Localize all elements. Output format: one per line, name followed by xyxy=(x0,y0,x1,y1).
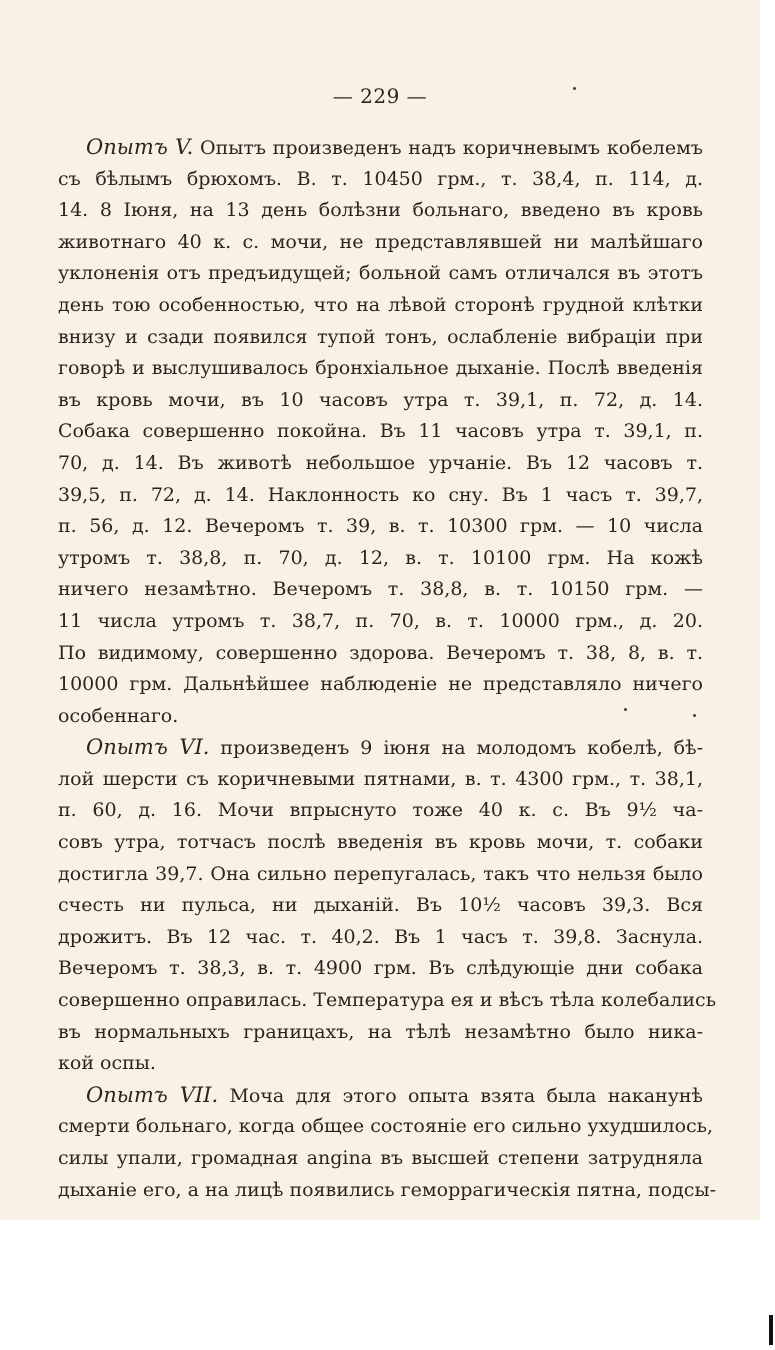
text-line: говорѣ и выслушивалось бронхіальное дыханіе. Послѣ введенія xyxy=(58,357,703,380)
text-line xyxy=(58,132,703,164)
text-line: дыханіе его, а на лицѣ появились геморрагическія пятна, подсы- xyxy=(58,1178,716,1201)
text-line: кой оспы. xyxy=(58,1052,156,1075)
text-line: счесть ни пульса, ни дыханій. Въ 10½ часовъ 39,3. Вся xyxy=(58,894,703,917)
text-line: день тою особенностью, что на лѣвой сторонѣ грудной клѣтки xyxy=(58,293,703,316)
text-line: По видимому, совершенно здорова. Вечеромъ т. 38, 8, в. т. xyxy=(58,641,703,664)
line-text: Опытъ произведенъ надъ коричневымъ кобелемъ xyxy=(193,137,703,159)
line-text: произведенъ 9 іюня на молодомъ кобелѣ, бѣ- xyxy=(209,737,703,760)
ink-speck xyxy=(693,714,696,717)
text-line: уклоненія отъ предъидущей; больной самъ отличался въ этотъ xyxy=(58,262,703,285)
text-line: съ бѣлымъ брюхомъ. В. т. 10450 грм., т. 38,4, п. 114, д. xyxy=(58,167,703,190)
text-line: Вечеромъ т. 38,3, в. т. 4900 грм. Въ слѣдующіе дни собака xyxy=(58,957,703,980)
text-line: ничего незамѣтно. Вечеромъ т. 38,8, в. т. 10150 грм. — xyxy=(58,578,703,601)
body-text xyxy=(58,132,717,1206)
text-line: силы упали, громадная angina въ высшей степени затрудняла xyxy=(58,1147,703,1169)
text-line: дрожитъ. Въ 12 час. т. 40,2. Въ 1 часъ т. 39,8. Заснула. xyxy=(58,925,703,948)
text-line xyxy=(58,732,703,764)
text-line: Собака совершенно покойна. Въ 11 часовъ утра т. 39,1, п. xyxy=(58,420,703,443)
experiment-heading: Опытъ VI. xyxy=(86,735,210,760)
text-line: 14. 8 Іюня, на 13 день болѣзни больнаго, введено въ кровь xyxy=(58,199,703,222)
text-line: животнаго 40 к. с. мочи, не представлявшей ни малѣйшаго xyxy=(58,230,703,253)
scan-edge-mark xyxy=(769,1315,773,1345)
text-line: лой шерсти съ коричневыми пятнами, в. т. 4300 грм., т. 38,1, xyxy=(58,767,703,790)
experiment-heading: Опытъ V. xyxy=(86,135,194,159)
line-text: Моча для этого опыта взята была наканунѣ xyxy=(218,1084,703,1107)
text-line: особеннаго. xyxy=(58,704,179,727)
text-line xyxy=(58,1080,703,1112)
text-line: п. 56, д. 12. Вечеромъ т. 39, в. т. 10300 грм. — 10 числа xyxy=(58,515,703,538)
text-line: внизу и сзади появился тупой тонъ, ослабленіе вибраціи при xyxy=(58,325,703,348)
page-number: — 229 — xyxy=(332,84,428,108)
text-line: совершенно оправилась. Температура ея и вѣсъ тѣла колебались xyxy=(58,989,717,1012)
text-line: достигла 39,7. Она сильно перепугалась, такъ что нельзя было xyxy=(58,862,703,885)
text-line: 11 числа утромъ т. 38,7, п. 70, в. т. 10000 грм., д. 20. xyxy=(58,609,703,632)
ink-speck xyxy=(624,708,627,711)
text-line: 39,5, п. 72, д. 14. Наклонность ко сну. Въ 1 часъ т. 39,7, xyxy=(58,483,703,506)
experiment-heading: Опытъ VII. xyxy=(86,1082,219,1107)
text-line: 10000 грм. Дальнѣйшее наблюденіе не представляло ничего xyxy=(58,673,703,696)
text-line: 70, д. 14. Въ животѣ небольшое урчаніе. Въ 12 часовъ т. xyxy=(58,451,703,474)
text-line: утромъ т. 38,8, п. 70, д. 12, в. т. 10100 грм. На кожѣ xyxy=(58,546,703,569)
ink-speck xyxy=(573,87,576,90)
text-line: смерти больнаго, когда общее состояніе его сильно ухудшилось, xyxy=(58,1115,714,1138)
text-line: п. 60, д. 16. Мочи впрыснуто тоже 40 к. с. Въ 9½ ча- xyxy=(58,799,703,822)
text-line: въ нормальныхъ границахъ, на тѣлѣ незамѣтно было ника- xyxy=(58,1020,703,1043)
text-line: совъ утра, тотчасъ послѣ введенія въ кровь мочи, т. собаки xyxy=(58,831,703,854)
text-line: въ кровь мочи, въ 10 часовъ утра т. 39,1, п. 72, д. 14. xyxy=(58,388,703,411)
